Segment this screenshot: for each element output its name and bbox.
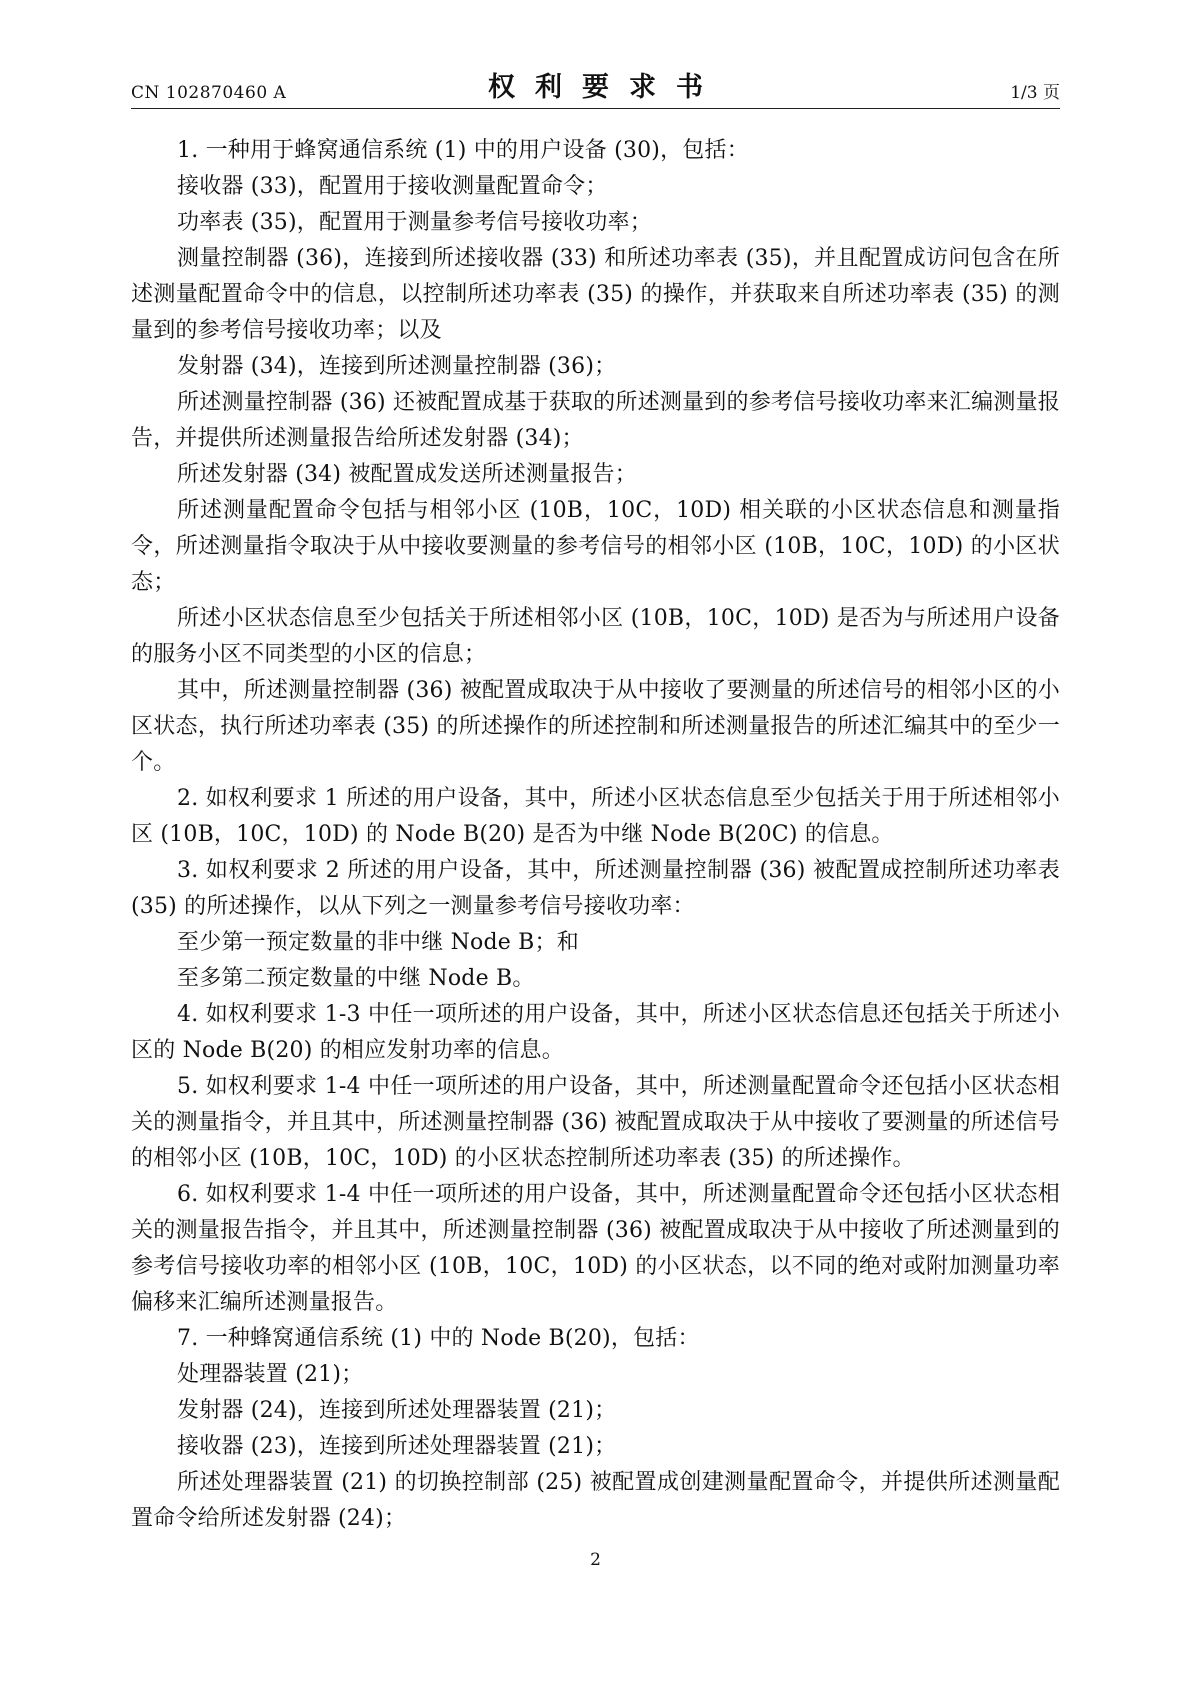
page-number: 2	[590, 1550, 601, 1570]
claim-paragraph: 测量控制器 (36)，连接到所述接收器 (33) 和所述功率表 (35)，并且配置成访问包含在所述测量配置命令中的信息，以控制所述功率表 (35) 的操作，并获取来自所述功率表 (35) 的测量到的参考信号接收功率；以及	[131, 246, 1060, 343]
claim-paragraph: 处理器装置 (21)；	[177, 1362, 364, 1387]
claim-paragraph: 1. 一种用于蜂窝通信系统 (1) 中的用户设备 (30)，包括：	[177, 138, 749, 163]
claim-paragraph: 所述小区状态信息至少包括关于所述相邻小区 (10B，10C，10D) 是否为与所述用户设备的服务小区不同类型的小区的信息；	[131, 606, 1060, 667]
header-divider	[131, 108, 1060, 109]
page-header	[131, 64, 1060, 108]
claim-paragraph: 5. 如权利要求 1-4 中任一项所述的用户设备，其中，所述测量配置命令还包括小区状态相关的测量指令，并且其中，所述测量控制器 (36) 被配置成取决于从中接收了要测量的所述信号的相邻小区 (10B，10C，10D) 的小区状态控制所述功率表 (35) 的所述操作。	[131, 1074, 1060, 1171]
claim-paragraph: 功率表 (35)，配置用于测量参考信号接收功率；	[177, 210, 652, 235]
claim-paragraph: 发射器 (34)，连接到所述测量控制器 (36)；	[177, 354, 617, 379]
claims-body	[131, 133, 1060, 1537]
claim-paragraph: 3. 如权利要求 2 所述的用户设备，其中，所述测量控制器 (36) 被配置成控制所述功率表 (35) 的所述操作，以从下列之一测量参考信号接收功率：	[131, 858, 1060, 919]
claim-paragraph: 6. 如权利要求 1-4 中任一项所述的用户设备，其中，所述测量配置命令还包括小区状态相关的测量报告指令，并且其中，所述测量控制器 (36) 被配置成取决于从中接收了所述测量到的参考信号接收功率的相邻小区 (10B，10C，10D) 的小区状态，以不同的绝对或附加测量功率偏移来汇编所述测量报告。	[131, 1182, 1060, 1315]
claim-paragraph: 接收器 (23)，连接到所述处理器装置 (21)；	[177, 1434, 617, 1459]
page-indicator: 1/3 页	[1010, 83, 1060, 103]
claim-paragraph: 4. 如权利要求 1-3 中任一项所述的用户设备，其中，所述小区状态信息还包括关于所述小区的 Node B(20) 的相应发射功率的信息。	[131, 1002, 1060, 1063]
claim-paragraph: 所述处理器装置 (21) 的切换控制部 (25) 被配置成创建测量配置命令，并提供所述测量配置命令给所述发射器 (24)；	[131, 1470, 1060, 1531]
claim-paragraph: 所述测量控制器 (36) 还被配置成基于获取的所述测量到的参考信号接收功率来汇编测量报告，并提供所述测量报告给所述发射器 (34)；	[131, 390, 1060, 451]
claim-paragraph: 所述测量配置命令包括与相邻小区 (10B，10C，10D) 相关联的小区状态信息和测量指令，所述测量指令取决于从中接收要测量的参考信号的相邻小区 (10B，10C，10D) 的小区状态；	[131, 498, 1060, 595]
claim-paragraph: 所述发射器 (34) 被配置成发送所述测量报告；	[177, 462, 637, 487]
patent-number: CN 102870460 A	[131, 83, 287, 103]
claim-paragraph: 2. 如权利要求 1 所述的用户设备，其中，所述小区状态信息至少包括关于用于所述相邻小区 (10B，10C，10D) 的 Node B(20) 是否为中继 Node B(20C) 的信息。	[131, 786, 1060, 847]
claim-paragraph: 至少第一预定数量的非中继 Node B；和	[177, 930, 579, 955]
page-title: 权利要求书	[488, 72, 723, 103]
claim-paragraph: 发射器 (24)，连接到所述处理器装置 (21)；	[177, 1398, 617, 1423]
claim-paragraph: 其中，所述测量控制器 (36) 被配置成取决于从中接收了要测量的所述信号的相邻小区的小区状态，执行所述功率表 (35) 的所述操作的所述控制和所述测量报告的所述汇编其中的至少一个。	[131, 678, 1060, 775]
claim-paragraph: 7. 一种蜂窝通信系统 (1) 中的 Node B(20)，包括：	[177, 1326, 700, 1351]
claim-paragraph: 至多第二预定数量的中继 Node B。	[177, 966, 535, 991]
claim-paragraph: 接收器 (33)，配置用于接收测量配置命令；	[177, 174, 608, 199]
